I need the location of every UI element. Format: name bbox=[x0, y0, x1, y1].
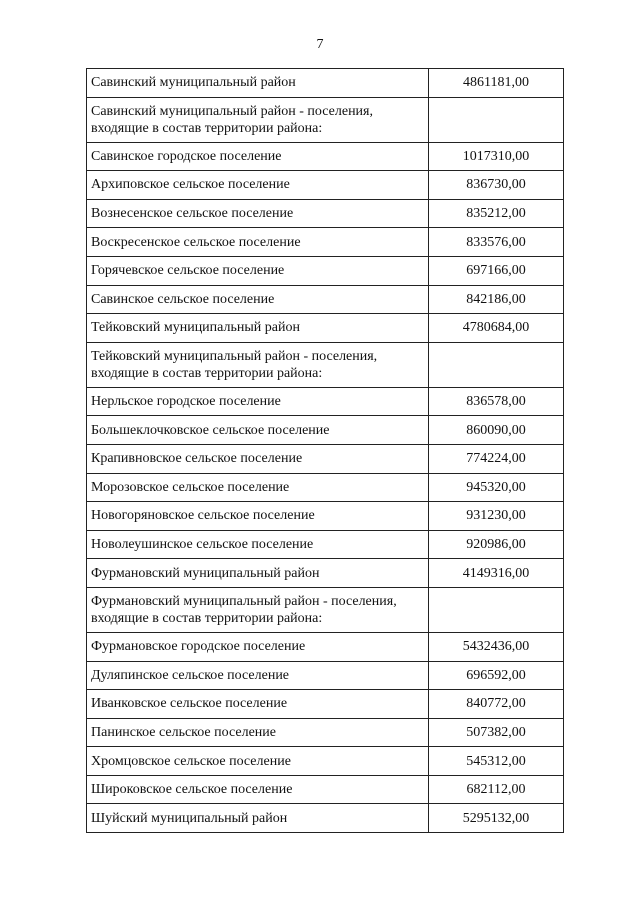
row-value: 4149316,00 bbox=[429, 559, 564, 588]
row-value: 860090,00 bbox=[429, 416, 564, 445]
table-row bbox=[87, 142, 564, 171]
row-value: 920986,00 bbox=[429, 530, 564, 559]
row-name: Горячевское сельское поселение bbox=[87, 256, 429, 285]
row-value: 931230,00 bbox=[429, 502, 564, 531]
row-value: 945320,00 bbox=[429, 473, 564, 502]
row-value: 842186,00 bbox=[429, 285, 564, 314]
page-number: 7 bbox=[316, 37, 324, 52]
table-row bbox=[87, 444, 564, 473]
table-row bbox=[87, 804, 564, 833]
row-value: 4780684,00 bbox=[429, 314, 564, 343]
table-row bbox=[87, 228, 564, 257]
budget-table bbox=[86, 68, 564, 833]
table-row bbox=[87, 97, 564, 142]
row-name: Хромцовское сельское поселение bbox=[87, 747, 429, 776]
row-name: Иванковское сельское поселение bbox=[87, 690, 429, 719]
row-name: Панинское сельское поселение bbox=[87, 718, 429, 747]
table-row bbox=[87, 256, 564, 285]
row-value: 696592,00 bbox=[429, 661, 564, 690]
table-row bbox=[87, 473, 564, 502]
table-row bbox=[87, 342, 564, 387]
row-value: 774224,00 bbox=[429, 444, 564, 473]
row-value: 4861181,00 bbox=[429, 69, 564, 98]
row-name: Новогоряновское сельское поселение bbox=[87, 502, 429, 531]
table-row bbox=[87, 387, 564, 416]
table-row bbox=[87, 314, 564, 343]
row-value bbox=[429, 342, 564, 387]
row-value: 836730,00 bbox=[429, 171, 564, 200]
row-value bbox=[429, 97, 564, 142]
row-name: Вознесенское сельское поселение bbox=[87, 199, 429, 228]
row-value bbox=[429, 587, 564, 632]
row-name: Дуляпинское сельское поселение bbox=[87, 661, 429, 690]
row-value: 507382,00 bbox=[429, 718, 564, 747]
budget-table-body bbox=[87, 69, 564, 833]
row-name: Воскресенское сельское поселение bbox=[87, 228, 429, 257]
table-row bbox=[87, 416, 564, 445]
row-name: Крапивновское сельское поселение bbox=[87, 444, 429, 473]
row-name: Савинское городское поселение bbox=[87, 142, 429, 171]
table-row bbox=[87, 171, 564, 200]
row-value: 545312,00 bbox=[429, 747, 564, 776]
row-name: Большеклочковское сельское поселение bbox=[87, 416, 429, 445]
row-name: Савинское сельское поселение bbox=[87, 285, 429, 314]
table-row bbox=[87, 718, 564, 747]
table-row bbox=[87, 661, 564, 690]
table-row bbox=[87, 69, 564, 98]
row-name: Морозовское сельское поселение bbox=[87, 473, 429, 502]
row-name: Архиповское сельское поселение bbox=[87, 171, 429, 200]
row-value: 682112,00 bbox=[429, 775, 564, 804]
row-value: 835212,00 bbox=[429, 199, 564, 228]
row-value: 697166,00 bbox=[429, 256, 564, 285]
table-row bbox=[87, 199, 564, 228]
table-row bbox=[87, 690, 564, 719]
row-name: Фурмановское городское поселение bbox=[87, 632, 429, 661]
table-row bbox=[87, 775, 564, 804]
row-name: Нерльское городское поселение bbox=[87, 387, 429, 416]
row-value: 836578,00 bbox=[429, 387, 564, 416]
table-row bbox=[87, 502, 564, 531]
row-name: Широковское сельское поселение bbox=[87, 775, 429, 804]
row-name: Тейковский муниципальный район bbox=[87, 314, 429, 343]
row-value: 833576,00 bbox=[429, 228, 564, 257]
table-row bbox=[87, 587, 564, 632]
row-name: Новолеушинское сельское поселение bbox=[87, 530, 429, 559]
row-value: 1017310,00 bbox=[429, 142, 564, 171]
row-name: Тейковский муниципальный район - поселения, входящие в состав территории района: bbox=[87, 342, 429, 387]
row-name: Шуйский муниципальный район bbox=[87, 804, 429, 833]
table-row bbox=[87, 530, 564, 559]
row-name: Савинский муниципальный район bbox=[87, 69, 429, 98]
row-name: Фурмановский муниципальный район - поселения, входящие в состав территории района: bbox=[87, 587, 429, 632]
table-row bbox=[87, 632, 564, 661]
row-name: Фурмановский муниципальный район bbox=[87, 559, 429, 588]
row-value: 840772,00 bbox=[429, 690, 564, 719]
row-name: Савинский муниципальный район - поселения, входящие в состав территории района: bbox=[87, 97, 429, 142]
table-row bbox=[87, 747, 564, 776]
row-value: 5295132,00 bbox=[429, 804, 564, 833]
table-row bbox=[87, 285, 564, 314]
row-value: 5432436,00 bbox=[429, 632, 564, 661]
table-row bbox=[87, 559, 564, 588]
